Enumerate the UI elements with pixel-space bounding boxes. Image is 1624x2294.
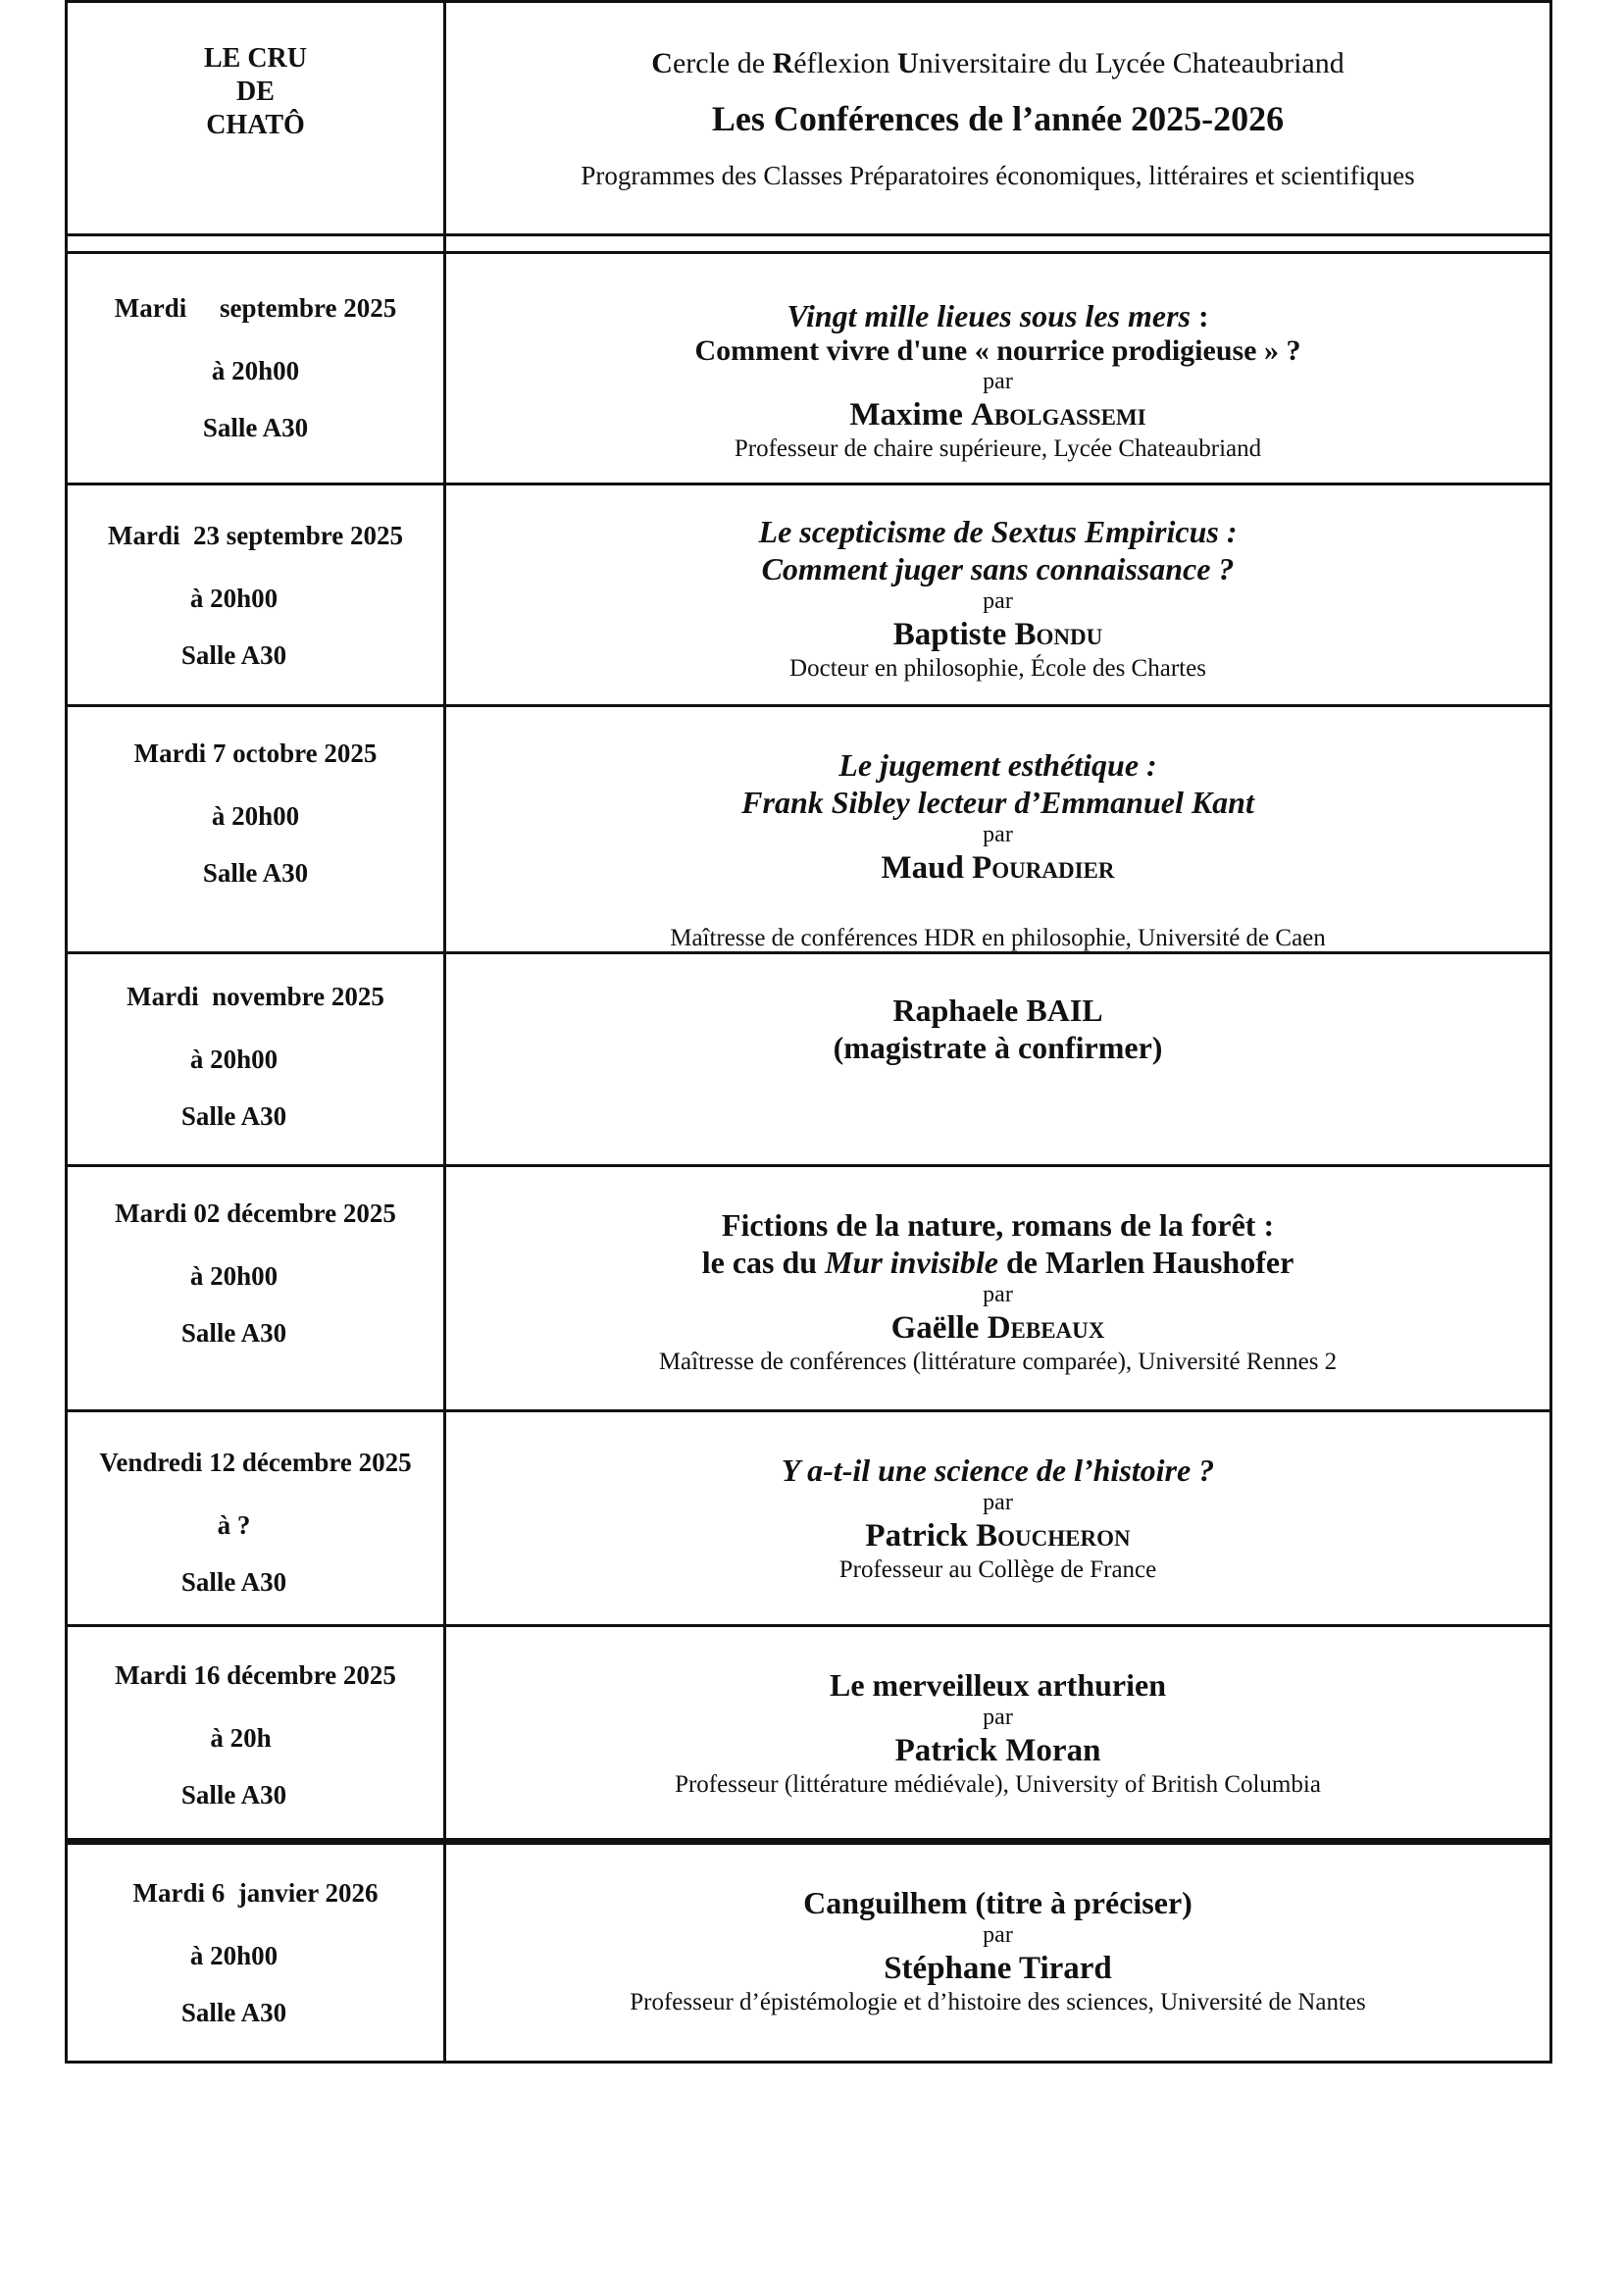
event-date: Mardi septembre 2025	[114, 293, 397, 323]
event-row	[68, 1845, 1549, 2061]
event-row	[68, 1167, 1549, 1412]
header-title-cell	[446, 3, 1549, 233]
event-row	[68, 485, 1549, 707]
speaker-name	[446, 615, 1549, 654]
speaker-affiliation: Professeur au Collège de France	[838, 1556, 1157, 1583]
logo-cell	[68, 3, 446, 233]
par-label: par	[983, 822, 1013, 847]
par-label: par	[983, 1282, 1013, 1307]
event-title: Le merveilleux arthurien	[829, 1667, 1167, 1703]
event-room: Salle A30	[180, 1101, 287, 1131]
event-subtitle: Frank Sibley lecteur d’Emmanuel Kant	[741, 785, 1254, 820]
event-time: à 20h00	[189, 584, 279, 613]
event-row	[68, 707, 1549, 954]
event-time: à 20h00	[189, 1941, 279, 1970]
event-room: Salle A30	[180, 1780, 287, 1810]
event-room: Salle A30	[180, 640, 287, 670]
event-details	[446, 1412, 1549, 1624]
speaker-affiliation: Professeur de chaire supérieure, Lycée Chateaubriand	[734, 435, 1262, 462]
par-label: par	[983, 588, 1013, 614]
par-label: par	[983, 1490, 1013, 1515]
conference-table	[65, 0, 1552, 2064]
event-when	[68, 954, 446, 1164]
event-details	[446, 1845, 1549, 2061]
speaker-affiliation: Professeur d’épistémologie et d’histoire des sciences, Université de Nantes	[630, 1989, 1366, 2015]
spacer-cell	[446, 236, 1549, 251]
event-details	[446, 954, 1549, 1164]
speaker-affiliation: Professeur (littérature médiévale), University of British Columbia	[675, 1771, 1321, 1798]
event-title: Le jugement esthétique :	[838, 747, 1157, 783]
page-title: Les Conférences de l’année 2025-2026	[711, 99, 1285, 138]
speaker-affiliation: Docteur en philosophie, École des Chartes	[789, 655, 1206, 682]
event-room: Salle A30	[180, 1567, 287, 1597]
event-date: Mardi 23 septembre 2025	[108, 521, 403, 550]
speaker-first: Maxime	[849, 397, 972, 433]
event-time: à 20h00	[211, 801, 300, 831]
event-title-suffix: :	[1190, 298, 1209, 333]
speaker-last: Boucheron	[976, 1518, 1131, 1554]
event-when	[68, 707, 446, 951]
event-subtitle-pre: le cas du	[701, 1245, 826, 1280]
circle-name: Cercle de Réflexion Universitaire du Lycée Chateaubriand	[651, 47, 1345, 79]
event-when	[68, 1627, 446, 1838]
event-when	[68, 1845, 446, 2061]
speaker-name	[446, 395, 1549, 434]
speaker-name	[446, 848, 1549, 888]
logo-line: CHATÔ	[206, 110, 305, 140]
event-details	[446, 1167, 1549, 1409]
event-subtitle	[446, 1244, 1549, 1281]
par-label: par	[983, 369, 1013, 394]
event-when	[68, 485, 446, 704]
event-subtitle: Comment vivre d'une « nourrice prodigieuse » ?	[694, 334, 1301, 367]
event-title: Y a-t-il une science de l’histoire ?	[781, 1453, 1215, 1488]
event-title: Raphaele BAIL	[892, 993, 1103, 1028]
logo-line: LE CRU	[203, 43, 307, 74]
event-time: à 20h	[210, 1723, 272, 1753]
event-row	[68, 954, 1549, 1167]
event-title: Le scepticisme de Sextus Empiricus :	[758, 514, 1238, 549]
event-time: à 20h00	[189, 1261, 279, 1291]
header-row	[68, 3, 1549, 236]
event-date: Mardi 02 décembre 2025	[115, 1198, 396, 1228]
speaker-last: Debeaux	[987, 1310, 1105, 1346]
speaker-last: Abolgassemi	[971, 397, 1146, 433]
event-date: Vendredi 12 décembre 2025	[99, 1448, 412, 1477]
speaker-name	[446, 1308, 1549, 1348]
event-time: à ?	[217, 1510, 251, 1540]
spacer-row	[68, 236, 1549, 254]
speaker-first: Baptiste	[892, 617, 1015, 652]
par-label: par	[983, 1705, 1013, 1730]
event-date: Mardi 6 janvier 2026	[132, 1878, 379, 1908]
speaker-affiliation: Maîtresse de conférences (littérature comparée), Université Rennes 2	[658, 1349, 1338, 1375]
event-when	[68, 1167, 446, 1409]
event-details	[446, 1627, 1549, 1838]
event-when	[68, 254, 446, 483]
speaker-last: Bondu	[1014, 617, 1103, 652]
speaker-name: Patrick Moran	[894, 1733, 1101, 1768]
spacer-cell	[68, 236, 446, 251]
speaker-first: Patrick	[865, 1518, 977, 1554]
speaker-name: Stéphane Tirard	[884, 1951, 1112, 1986]
event-subtitle-post: de Marlen Haushofer	[997, 1245, 1294, 1280]
event-row	[68, 1627, 1549, 1845]
event-room: Salle A30	[180, 1998, 287, 2027]
book-title: Mur invisible	[825, 1245, 998, 1280]
speaker-name	[446, 1516, 1549, 1555]
event-date: Mardi 7 octobre 2025	[133, 739, 378, 768]
event-time: à 20h00	[189, 1045, 279, 1074]
event-room: Salle A30	[180, 1318, 287, 1348]
event-details	[446, 707, 1549, 951]
event-row	[68, 1412, 1549, 1627]
speaker-first: Maud	[881, 850, 973, 886]
event-subtitle: (magistrate à confirmer)	[833, 1030, 1163, 1065]
event-room: Salle A30	[202, 858, 309, 888]
event-title	[446, 297, 1549, 334]
event-room: Salle A30	[202, 413, 309, 442]
event-title: Fictions de la nature, romans de la forêt :	[721, 1207, 1275, 1243]
event-date: Mardi 16 décembre 2025	[115, 1660, 396, 1690]
event-row	[68, 254, 1549, 485]
speaker-last: Pouradier	[972, 850, 1115, 886]
par-label: par	[983, 1922, 1013, 1948]
event-subtitle: Comment juger sans connaissance ?	[761, 551, 1235, 586]
programmes-line: Programmes des Classes Préparatoires économiques, littéraires et scientifiques	[581, 161, 1415, 190]
event-when	[68, 1412, 446, 1624]
event-title: Canguilhem (titre à préciser)	[803, 1885, 1193, 1920]
speaker-first: Gaëlle	[890, 1310, 988, 1346]
event-title-italic: Vingt mille lieues sous les mers	[787, 298, 1191, 333]
event-details	[446, 254, 1549, 483]
event-details	[446, 485, 1549, 704]
event-time: à 20h00	[211, 356, 300, 385]
event-date: Mardi novembre 2025	[127, 982, 384, 1011]
logo-line: DE	[236, 76, 275, 107]
speaker-affiliation: Maîtresse de conférences HDR en philosophie, Université de Caen	[670, 925, 1326, 951]
